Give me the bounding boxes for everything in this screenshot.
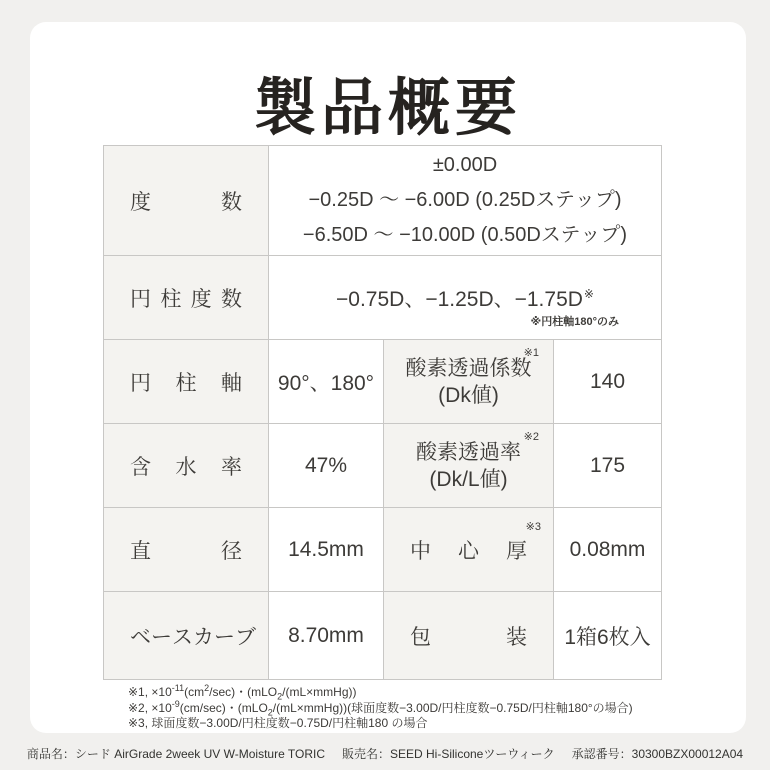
- sales-name: 販売名：SEED Hi-Siliconeツーウィーク: [341, 747, 555, 761]
- page-title: 製品概要: [253, 71, 522, 144]
- power-line-2: −0.25D 〜 −6.00D (0.25Dステップ): [308, 189, 622, 211]
- spec-table: [103, 145, 662, 680]
- value-packaging: 1箱6枚入: [553, 592, 661, 679]
- value-cylinder-power: −0.75D、−1.25D、−1.75D※: [336, 286, 594, 311]
- value-dkl: 175: [553, 424, 661, 507]
- label-center-thickness-cell: [383, 508, 553, 591]
- footnote-line-2: ※2, $\times 10^{-9}(cm/\sec)$・(mLO$_2$/(mL×mmHg))(球面度数−3.00D/円柱度数−0.75D/円柱軸180°の場合): [128, 698, 633, 717]
- label-oxygen-permeability-coefficient-cell: [383, 340, 553, 423]
- row-cylinder-axis: [104, 339, 661, 423]
- approval-number: 承認番号：30300BZX00012A04: [571, 747, 744, 761]
- footnote-mark: ※: [583, 286, 594, 301]
- regulatory-footer: [0, 745, 770, 762]
- label-cylinder-power-cell: [104, 256, 268, 339]
- power-line-3: −6.50D 〜 −10.00D (0.50Dステップ): [302, 224, 628, 246]
- row-diameter: [104, 507, 661, 591]
- value-cylinder-axis: 90°、180°: [268, 340, 383, 423]
- power-line-1: ±0.00D: [432, 154, 498, 176]
- label-diameter: 直 径: [130, 539, 242, 563]
- cylinder-axis-note: ※円柱軸180°のみ: [530, 316, 619, 328]
- label-dk-value: (Dk値): [438, 383, 499, 407]
- label-oxygen-permeability-coefficient: 酸素透過係数: [405, 356, 532, 380]
- footnote-mark-3: ※3: [525, 521, 541, 533]
- label-water-content-cell: [104, 424, 268, 507]
- product-name: 商品名：シード AirGrade 2week UV W-Moisture TORIC: [26, 747, 325, 761]
- footnote-mark-2: ※2: [523, 431, 539, 443]
- footnote-mark-1: ※1: [523, 347, 539, 359]
- value-base-curve: 8.70mm: [268, 592, 383, 679]
- label-cylinder-axis: 円 柱 軸: [130, 371, 242, 395]
- value-center-thickness: 0.08mm: [553, 508, 661, 591]
- value-power: [303, 148, 627, 253]
- row-water-content: [104, 423, 661, 507]
- label-oxygen-transmissibility: 酸素透過率: [416, 440, 521, 464]
- label-cylinder-axis-cell: [104, 340, 268, 423]
- row-cylinder-power: [104, 255, 661, 339]
- footnote-line-1: ※1, $\times 10^{-11}(cm^2/\sec)$・(mLO$_2$/(mL×mmHg)): [128, 683, 357, 702]
- value-water-content: 47%: [268, 424, 383, 507]
- label-base-curve-cell: [104, 592, 268, 679]
- label-cylinder-power: 円 柱 度 数: [130, 287, 242, 311]
- value-dk: 140: [553, 340, 661, 423]
- label-water-content: 含 水 率: [130, 455, 242, 479]
- label-dkl-value: (Dk/L値): [429, 467, 508, 491]
- label-power: 度 数: [130, 190, 242, 214]
- label-center-thickness: 中 心 厚: [410, 539, 527, 563]
- content-card: [30, 22, 746, 733]
- label-packaging-cell: [383, 592, 553, 679]
- label-oxygen-transmissibility-cell: [383, 424, 553, 507]
- label-diameter-cell: [104, 508, 268, 591]
- row-power: [104, 146, 661, 255]
- value-power-cell: [268, 146, 661, 255]
- value-cylinder-power-cell: [268, 256, 661, 339]
- footnotes: [128, 685, 633, 732]
- label-packaging: 包 装: [410, 625, 527, 649]
- row-base-curve: [104, 591, 661, 679]
- value-diameter: 14.5mm: [268, 508, 383, 591]
- label-base-curve: ベ ー ス カ ー ブ: [130, 625, 256, 649]
- footnote-line-3: ※3, 球面度数−3.00D/円柱度数−0.75D/円柱軸180 の場合: [128, 716, 428, 730]
- label-power-cell: [104, 146, 268, 255]
